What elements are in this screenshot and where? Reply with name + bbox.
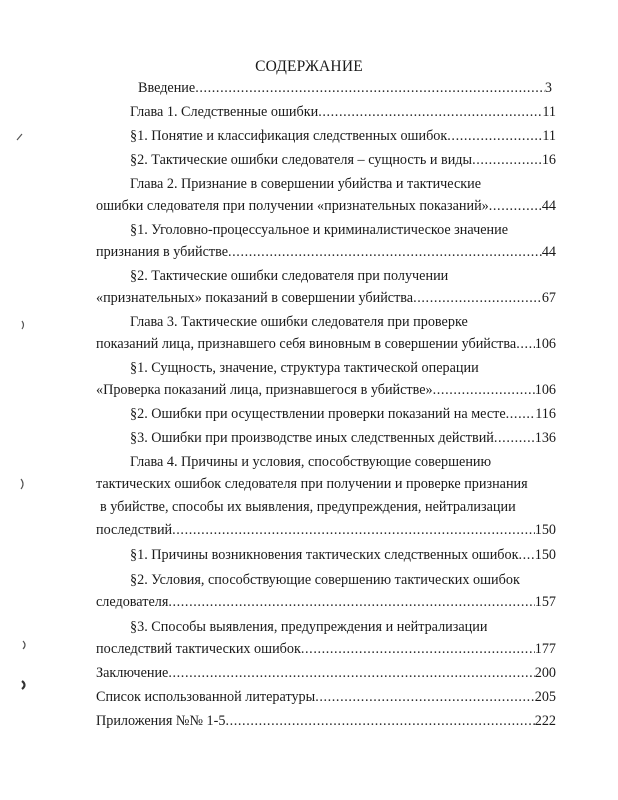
toc-entry-page: 150 [534, 547, 556, 563]
toc-entry [96, 382, 556, 399]
toc-entry-page: 11 [542, 128, 556, 144]
toc-entry [96, 713, 556, 730]
toc-entry-text: §2. Тактические ошибки следователя при получении [130, 268, 449, 284]
leader-dots [225, 713, 534, 730]
scan-speck [20, 478, 26, 490]
toc-entry [96, 244, 556, 261]
leader-dots [516, 336, 535, 353]
toc-entry [130, 547, 556, 564]
toc-entry-page: 16 [541, 152, 556, 168]
toc-entry-text: Заключение [96, 665, 169, 681]
leader-dots [413, 290, 542, 307]
toc-entry-text: §1. Понятие и классификация следственных ошибок [130, 128, 448, 144]
toc-entry [96, 641, 556, 658]
toc-entry [130, 406, 556, 423]
toc-entry-text: показаний лица, признавшего себя виновным в совершении убийства [96, 336, 517, 352]
toc-entry [96, 290, 556, 307]
toc-entry-text: §2. Ошибки при осуществлении проверки показаний на месте [130, 406, 506, 422]
toc-entry-text: последствий [96, 522, 173, 538]
leader-dots [168, 594, 534, 611]
toc-entry [130, 152, 556, 169]
toc-entry-text: признания в убийстве [96, 244, 228, 260]
toc-entry-text: §2. Тактические ошибки следователя – сущность и виды [130, 152, 473, 168]
toc-entry-page: 3 [544, 80, 552, 96]
toc-entry-page: 67 [541, 290, 556, 306]
leader-dots [168, 665, 534, 682]
toc-entry-text: Список использованной литературы [96, 689, 316, 705]
leader-dots [447, 128, 542, 145]
toc-entry-text: Введение [138, 80, 196, 96]
toc-entry-text: §1. Сущность, значение, структура тактической операции [130, 360, 479, 376]
leader-dots [472, 152, 542, 169]
toc-entry [96, 522, 556, 539]
toc-entry [130, 430, 556, 447]
toc-entry-text: Приложения №№ 1-5 [96, 713, 226, 729]
leader-dots [519, 547, 535, 564]
toc-entry-text: Глава 2. Признание в совершении убийства и тактические [130, 176, 482, 192]
toc-entry-text: §1. Уголовно-процессуальное и криминалистическое значение [130, 222, 509, 238]
toc-entry-text: Глава 1. Следственные ошибки [130, 104, 319, 120]
toc-entry-page: 106 [534, 382, 556, 398]
toc-entry-text: Глава 3. Тактические ошибки следователя при проверке [130, 314, 468, 330]
toc-entry-page: 177 [534, 641, 556, 657]
toc-entry-text: §3. Способы выявления, предупреждения и нейтрализации [130, 619, 488, 635]
toc-entry-text: «признательных» показаний в совершении убийства [96, 290, 414, 306]
toc-entry-text: §2. Условия, способствующие совершению тактических ошибок [130, 572, 520, 588]
toc-entry [96, 665, 556, 682]
toc-entry-text: §3. Ошибки при производстве иных следственных действий [130, 430, 494, 446]
scan-speck [20, 680, 28, 690]
toc-entry-page: 116 [535, 406, 556, 422]
toc-entry [130, 104, 556, 121]
toc-entry [130, 128, 556, 145]
leader-dots [318, 104, 542, 121]
scan-speck [20, 320, 26, 330]
scan-speck [16, 132, 24, 142]
toc-entry-page: 205 [534, 689, 556, 705]
toc-entry-text: в убийстве, способы их выявления, предупреждения, нейтрализации [100, 499, 516, 515]
toc-entry-page: 136 [534, 430, 556, 446]
toc-entry-page: 222 [534, 713, 556, 729]
toc-entry-page: 11 [542, 104, 556, 120]
leader-dots [489, 198, 542, 215]
toc-entry-text: ошибки следователя при получении «признательных показаний» [96, 198, 489, 214]
toc-entry-page: 150 [534, 522, 556, 538]
leader-dots [172, 522, 535, 539]
toc-entry [138, 80, 552, 97]
toc-entry-text: Глава 4. Причины и условия, способствующие совершению [130, 454, 492, 470]
toc-entry [96, 689, 556, 706]
toc-entry-page: 44 [541, 198, 556, 214]
toc-entry-page: 106 [534, 336, 556, 352]
leader-dots [301, 641, 535, 658]
toc-entry-page: 157 [534, 594, 556, 610]
leader-dots [315, 689, 535, 706]
toc-entry-text: следователя [96, 594, 169, 610]
toc-entry-page: 200 [534, 665, 556, 681]
toc-entry [96, 594, 556, 611]
leader-dots [506, 406, 536, 423]
toc-entry-page: 44 [541, 244, 556, 260]
leader-dots [228, 244, 542, 261]
leader-dots [494, 430, 535, 447]
leader-dots [195, 80, 545, 97]
toc-entry [96, 198, 556, 215]
scan-speck [22, 640, 28, 650]
toc-entry-text: тактических ошибок следователя при получении и проверке признания [96, 476, 528, 492]
toc-entry [96, 336, 556, 353]
page-title: СОДЕРЖАНИЕ [255, 58, 363, 75]
toc-entry-text: «Проверка показаний лица, признавшегося в убийстве» [96, 382, 433, 398]
leader-dots [433, 382, 535, 399]
toc-entry-text: §1. Причины возникновения тактических следственных ошибок [130, 547, 519, 563]
toc-entry-text: последствий тактических ошибок [96, 641, 301, 657]
